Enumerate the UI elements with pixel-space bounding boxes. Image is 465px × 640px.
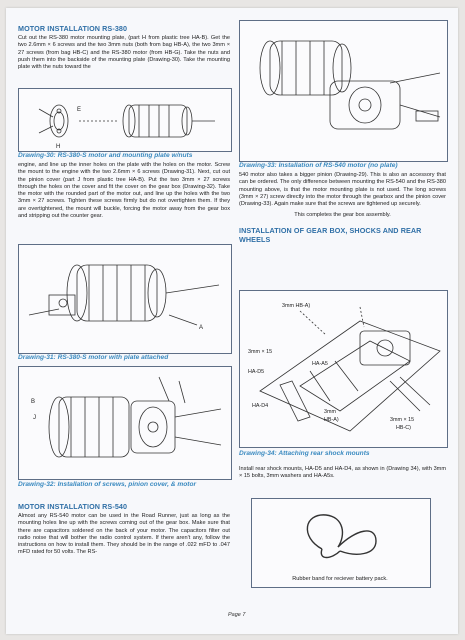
caption-drawing-33: Drawing-33: Installation of RS-540 motor (no plate) [239,162,398,169]
right-column-shocks [239,466,446,481]
rubber-band-figure [251,498,431,588]
fig34-label-screw-right: 3mm × 15 [390,417,415,423]
fig34-label-ha-d5: HA-D5 [248,369,265,375]
caption-drawing-31: Drawing-31: RS-380-S motor with plate attached [18,354,169,361]
drawing-31-illustration [19,245,231,353]
caption-drawing-30: Drawing-30: RS-380-S motor and mounting plate w/nuts [18,152,193,159]
drawing-32-figure [18,366,232,480]
caption-rubber-band: Rubber band for reciever battery pack. [292,576,388,582]
rubber-band-illustration [252,499,430,587]
fig30-label-h: H [56,144,61,150]
caption-drawing-34: Drawing-34: Attaching rear shock mounts [239,450,370,457]
paragraph-rs540-pinion: 540 motor also takes a bigger pinion (Drawing-29). This is also an accessory that can be ordered. The only difference between mounting the RS-540 and the RS-380 mounting above, is that the motor mounting plate is not used. The long screws (3mm × 27) screw directly into the motor through the gearbox and the pinion cover (Drawing-33). Again make sure that the screws are tightened up securely. [239,172,446,208]
page-number: Page 7 [228,612,246,618]
fig34-label-3mm: 3mm [324,409,336,415]
fig30-label-e: E [77,107,82,113]
fig32-label-b: B [31,399,36,405]
fig31-label-a: A [199,325,204,331]
heading-gearbox-shocks-wheels: INSTALLATION OF GEAR BOX, SHOCKS AND REAR WHEELS [239,225,422,244]
fig34-label-hb-a: HB-A) [324,417,339,423]
drawing-31-figure [18,244,232,354]
left-column-rs540 [18,502,230,557]
fig34-label-hb-c: HB-C) [396,425,411,431]
left-column-continued [18,162,230,220]
drawing-30-illustration [19,89,231,151]
paragraph-gearbox-complete: This completes the gear box assembly. [294,212,391,219]
paragraph-shock-mounts: Install rear shock mounts, HA-D5 and HA-D4, as shown in (Drawing 34), with 3mm × 15 bolts, 3mm washers and HA-A5s. [239,466,446,480]
drawing-32-illustration [19,367,231,479]
fig34-label-screw-left: 3mm × 15 [248,349,273,355]
fig34-label-screw-top: 3mm HB-A) [282,303,311,309]
paragraph-rs380-mounting: engine, and line up the inner holes on the plate with the holes on the motor. Screw the mount to the engine with the two 2.6mm × 6 screws (Drawing-31). Next, cut out the pinion cover (part J from plastic tree HA-B). Put the two 3mm × 27 screws through the holes on the cover and fit the cover on the gear box (Drawing-32). Take the motor with the rounded part of the motor out, and line up the holes with the two 3mm × 27 screws. Tighten these screws firmly but do not overtighten them. If they are overtightened, the mount will buckle, forcing the motor away from the gear box and stripping out the counter gear. [18,162,230,220]
right-column [239,172,446,244]
manual-page [6,8,458,634]
paragraph-rs380-intro: Cut out the RS-380 motor mounting plate, (part H from plastic tree HA-B). Get the two 2.6mm × 6 screws and the two 3mm nuts (both from bag HB-A), the two 3mm × 27 screws (from bag HB-C) and the RS-380 motor (from HB-G). Take the nuts and push them into the backside of the mounting plate (Drawing-30). Take the mounting plate with the nuts toward the [18,35,230,71]
left-column [18,24,230,71]
drawing-33-figure [239,20,448,162]
caption-drawing-32: Drawing-32: Installation of screws, pinion cover, & motor [18,481,197,488]
drawing-34-figure [239,290,448,448]
fig34-label-ha-a5: HA-A5 [312,361,328,367]
drawing-34-illustration [240,291,447,447]
drawing-33-illustration [240,21,447,161]
drawing-30-figure [18,88,232,152]
fig32-label-j: J [33,415,36,421]
paragraph-rs540-intro: Almost any RS-540 motor can be used in the Road Runner, just as long as the mounting holes line up with the screws coming out of the gear box. Make sure that there are capacitors soldered on the back of your motor. The capacitors filter out radio noise that will bother the radio control system. If there aren't any, follow the instructions on how to install them. They should be in the range of .022 mFD to .047 mFD rated for 50 volts. The RS- [18,513,230,556]
heading-motor-rs540: MOTOR INSTALLATION RS-540 [18,502,128,511]
heading-motor-rs380: MOTOR INSTALLATION RS-380 [18,24,128,33]
fig34-label-ha-d4: HA-D4 [252,403,269,409]
